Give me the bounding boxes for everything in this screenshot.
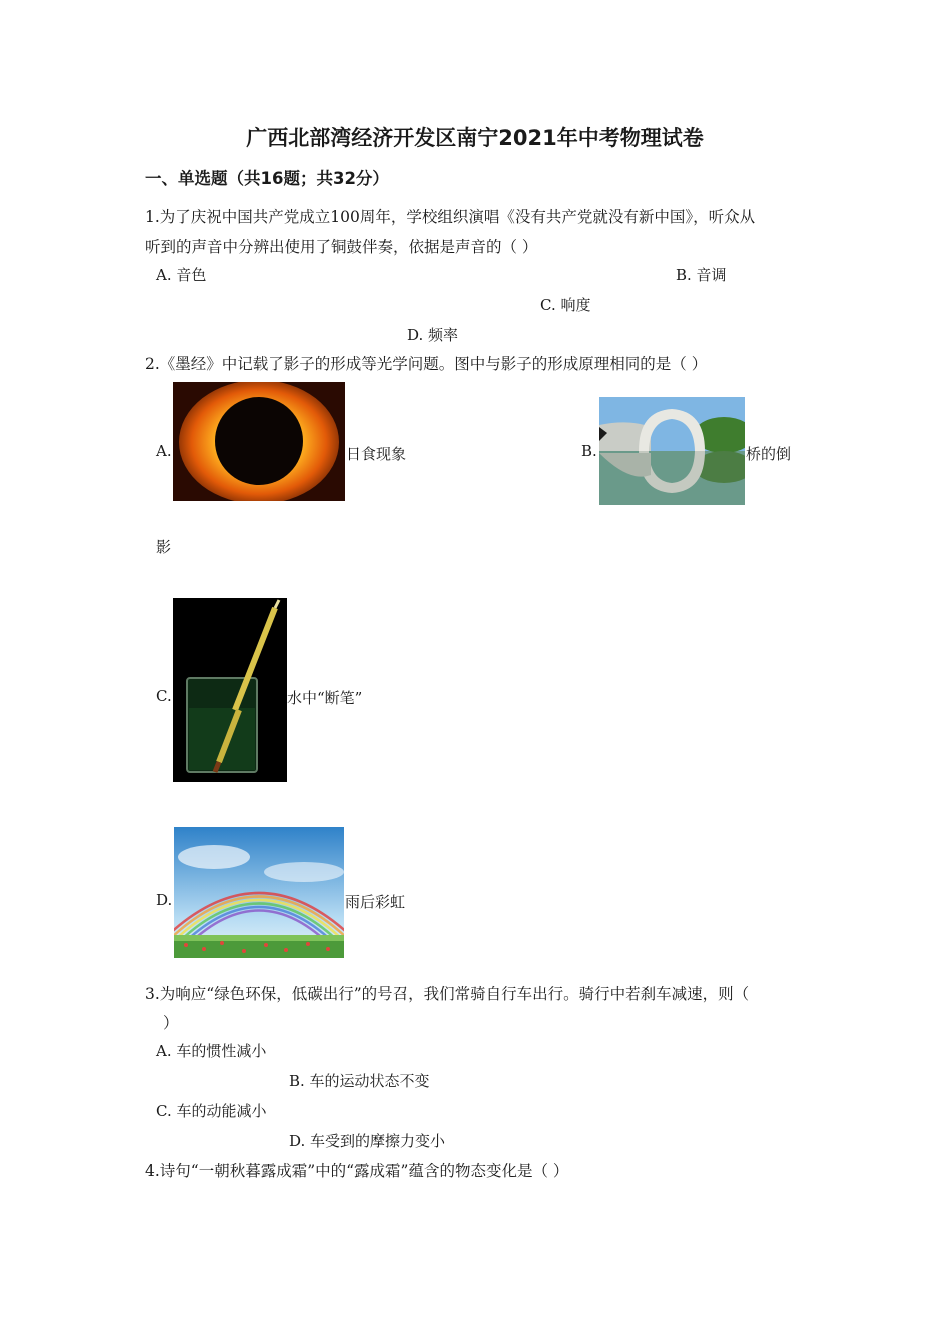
- q2-option-d-letter: D.: [156, 891, 173, 909]
- question-3-stem-line2: ）: [163, 1014, 179, 1032]
- q3-option-a: A. 车的惯性减小: [156, 1042, 267, 1060]
- question-3-stem-line1: 3.为响应“绿色环保，低碳出行”的号召，我们常骑自行车出行。骑行中若刹车减速，则（: [145, 985, 750, 1003]
- arch-bridge-image: [599, 397, 745, 505]
- q1-option-d: D. 频率: [407, 326, 459, 344]
- q3-option-b: B. 车的运动状态不变: [289, 1072, 430, 1090]
- q2-option-b-text: 桥的倒: [746, 445, 792, 463]
- q3-option-c: C. 车的动能减小: [156, 1102, 267, 1120]
- pencil-in-water-image: [173, 598, 287, 782]
- q2-option-d-text: 雨后彩虹: [345, 893, 406, 911]
- question-4-stem: 4.诗句“一朝秋暮露成霜”中的“露成霜”蕴含的物态变化是（ ）: [145, 1162, 569, 1180]
- q3-option-d: D. 车受到的摩擦力变小: [289, 1132, 446, 1150]
- q1-option-c: C. 响度: [540, 296, 591, 314]
- section-heading: 一、单选题（共16题；共32分）: [145, 169, 389, 188]
- q2-option-b-text-continued: 影: [156, 538, 172, 556]
- question-2-stem: 2.《墨经》中记载了影子的形成等光学问题。图中与影子的形成原理相同的是（ ）: [145, 355, 708, 373]
- rainbow-image: [174, 827, 344, 958]
- q1-option-b: B. 音调: [676, 266, 727, 284]
- q2-option-c-letter: C.: [156, 687, 172, 705]
- page-title: 广西北部湾经济开发区南宁2021年中考物理试卷: [246, 126, 704, 150]
- q1-option-a: A. 音色: [156, 266, 207, 284]
- question-1-stem-line2: 听到的声音中分辨出使用了铜鼓伴奏，依据是声音的（ ）: [145, 238, 538, 256]
- q2-option-b-letter: B.: [581, 442, 597, 460]
- q2-option-a-text: 日食现象: [346, 445, 407, 463]
- q2-option-c-text: 水中“断笔”: [287, 689, 363, 707]
- solar-eclipse-image: [173, 382, 345, 501]
- q2-option-a-letter: A.: [156, 442, 172, 460]
- question-1-stem-line1: 1.为了庆祝中国共产党成立100周年，学校组织演唱《没有共产党就没有新中国》，听众从: [145, 208, 756, 226]
